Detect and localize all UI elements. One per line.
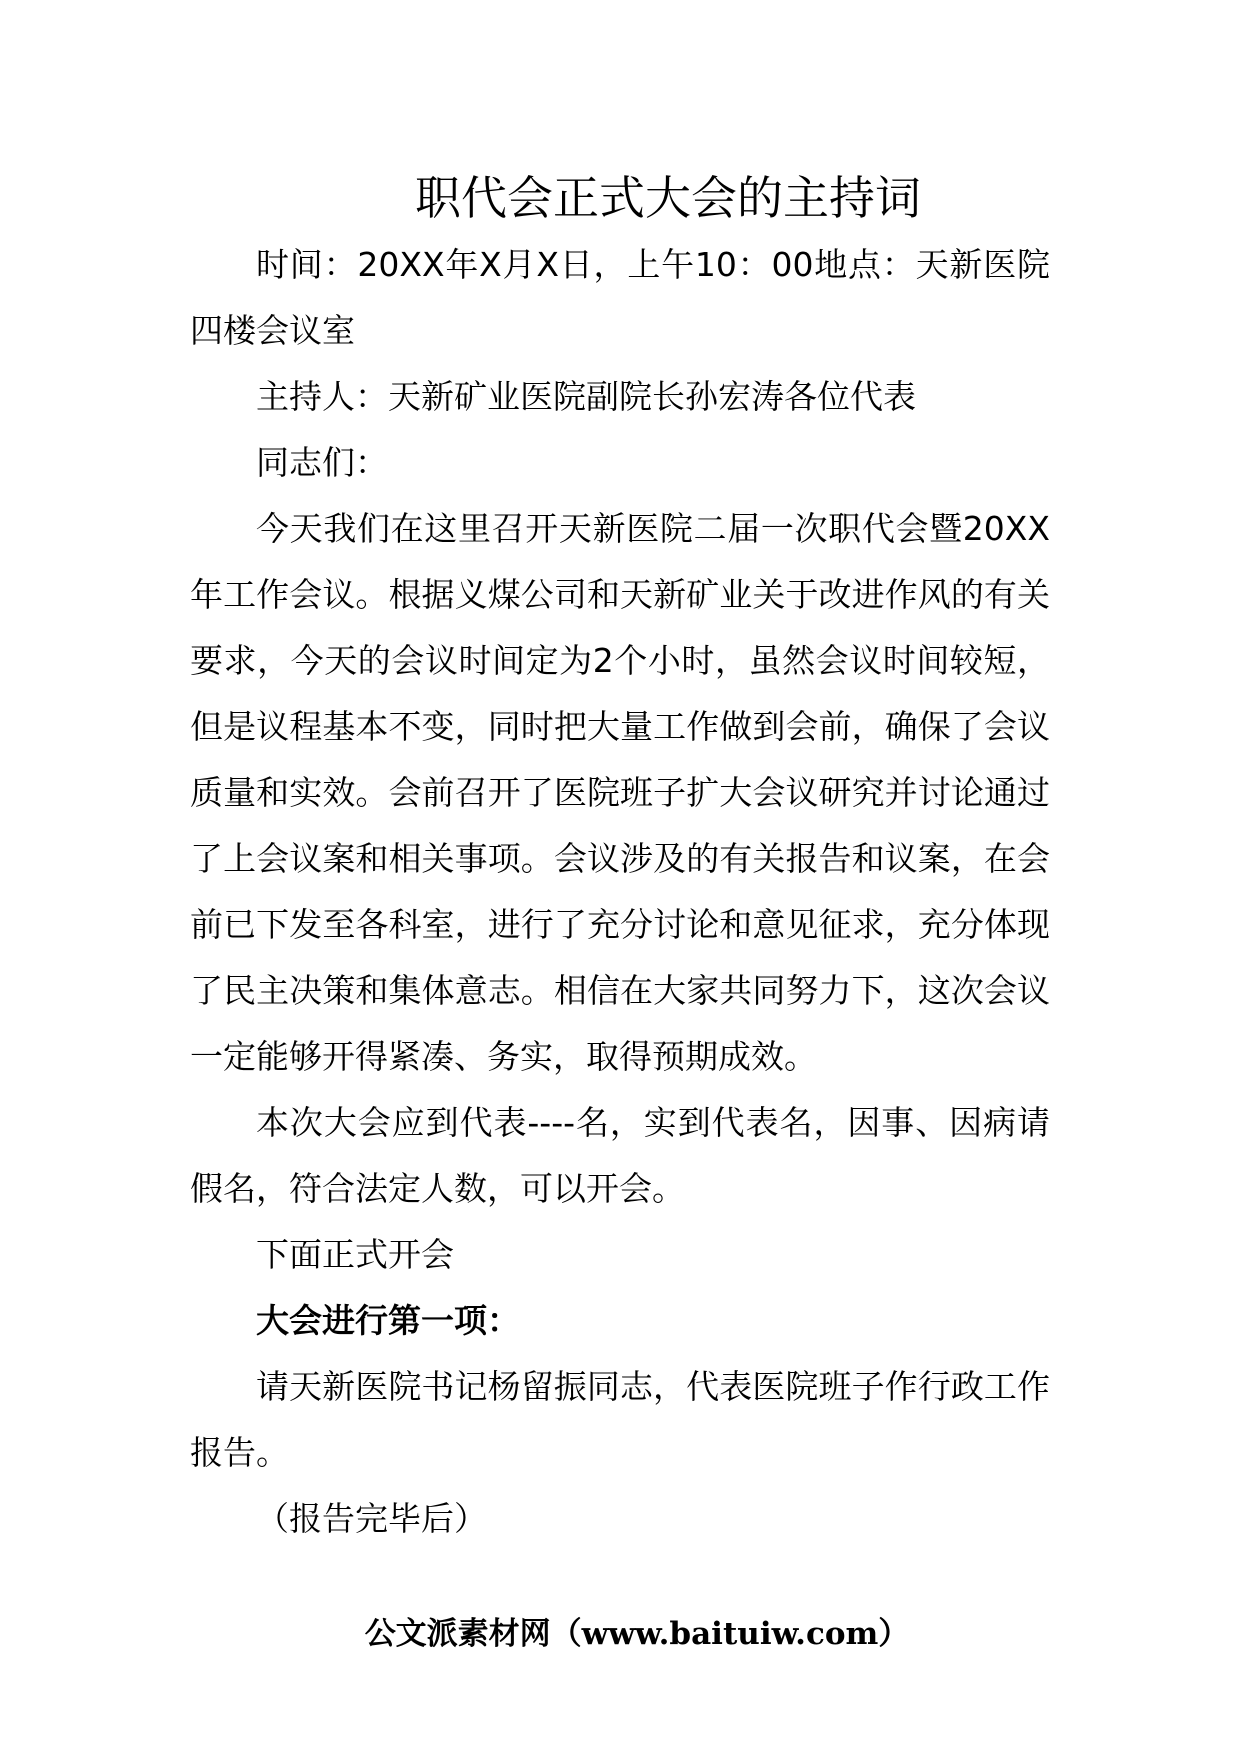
agenda-item-heading: 大会进行第一项： [256, 1301, 520, 1340]
salutation-paragraph: 同志们： [256, 443, 388, 482]
document-title: 职代会正式大会的主持词 [415, 171, 921, 225]
time-location-paragraph: 时间：20XX年X月X日，上午10：00地点：天新医院四楼会议室 [190, 245, 1050, 350]
footer-watermark: 公文派素材网（www.baituiw.com） [364, 1616, 910, 1652]
formal-opening-paragraph: 下面正式开会 [256, 1235, 454, 1274]
attendance-paragraph: 本次大会应到代表----名，实到代表名，因事、因病请假名，符合法定人数，可以开会。 [190, 1103, 1050, 1208]
document-body [190, 232, 1050, 1552]
host-paragraph: 主持人：天新矿业医院副院长孙宏涛各位代表 [256, 377, 916, 416]
report-complete-note: （报告完毕后） [256, 1499, 487, 1538]
opening-remarks-paragraph: 今天我们在这里召开天新医院二届一次职代会暨20XX年工作会议。根据义煤公司和天新矿业关于改进作风的有关要求，今天的会议时间定为2个小时，虽然会议时间较短，但是议程基本不变，同时把大量工作做到会前，确保了会议质量和实效。会前召开了医院班子扩大会议研究并讨论通过了上会议案和相关事项。会议涉及的有关报告和议案，在会前已下发至各科室，进行了充分讨论和意见征求，充分体现了民主决策和集体意志。相信在大家共同努力下，这次会议一定能够开得紧凑、务实，取得预期成效。 [190, 509, 1050, 1076]
report-request-paragraph: 请天新医院书记杨留振同志，代表医院班子作行政工作报告。 [190, 1367, 1050, 1472]
